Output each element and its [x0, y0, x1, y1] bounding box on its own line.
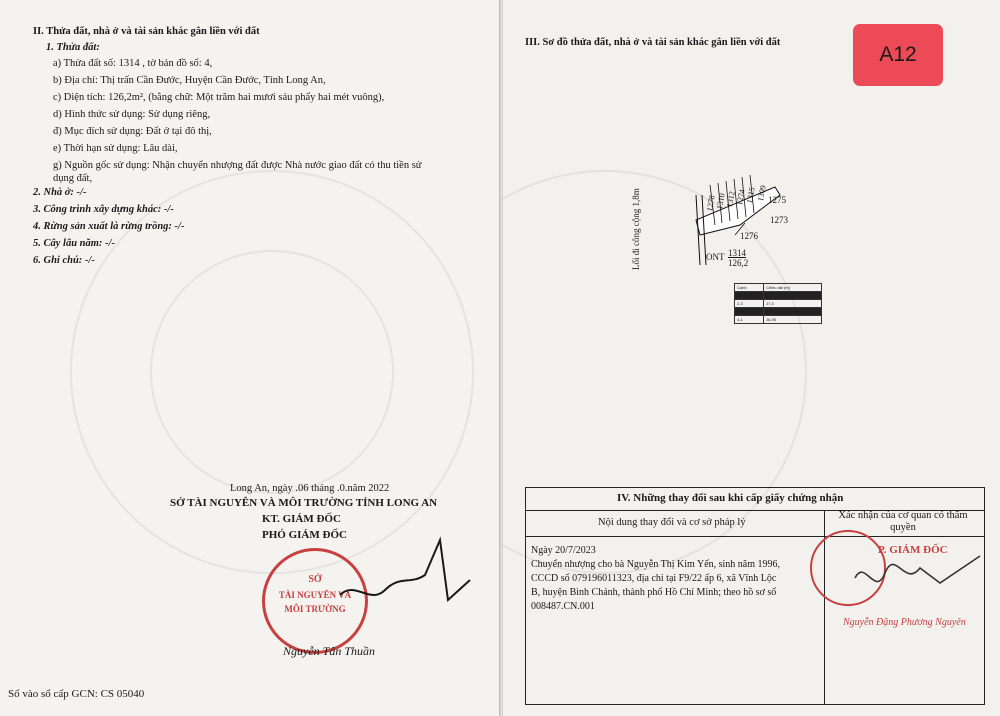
change-entry-line: Chuyển nhượng cho bà Nguyễn Thị Kim Yến, sinh năm 1996, [531, 559, 781, 570]
change-entry-line: B, huyện Bình Chánh, thành phố Hồ Chí Minh; theo hồ sơ số [531, 587, 777, 598]
section-title-iii: III. Sơ đồ thửa đất, nhà ở và tài sản khác gắn liền với đất [525, 37, 781, 48]
item-perennial: 5. Cây lâu năm: -/- [33, 238, 115, 249]
land-line: d) Hình thức sử dụng: Sử dụng riêng, [53, 109, 211, 120]
table-cell: 26,95 [764, 316, 822, 324]
road-label: Lối đi công cộng 1,8m [631, 188, 641, 270]
parcel-type-label: ONT [706, 252, 725, 262]
gcn-register-number: Số vào sổ cấp GCN: CS 05040 [8, 688, 145, 700]
stamp-text: SỞ [308, 574, 322, 585]
table-cell: 4,7 [764, 308, 822, 316]
parcel-number: 1276 [740, 231, 758, 241]
table-header: Cạnh [735, 284, 764, 292]
vertical-parcel-number: 1312 [724, 190, 737, 208]
item-construction: 3. Công trình xây dựng khác: -/- [33, 204, 174, 215]
stamp-text: TÀI NGUYÊN VÀ [278, 590, 352, 600]
table-cell: 4-1 [735, 316, 764, 324]
parcel-number: 1275 [768, 195, 786, 205]
signer-name: Nguyễn Tân Thuần [283, 644, 376, 658]
table-cell: 3-4 [735, 308, 764, 316]
kt-director: KT. GIÁM ĐỐC [262, 513, 341, 525]
changes-title: IV. Những thay đổi sau khi cấp giấy chứng nhận [617, 492, 844, 504]
parcel-number: 1273 [770, 215, 788, 225]
changes-col-content-header: Nội dung thay đổi và cơ sở pháp lý [598, 517, 746, 528]
land-line: a) Thửa đất số: 1314 , tờ bản đồ số: 4, [53, 58, 213, 69]
table-cell: 2-3 [735, 300, 764, 308]
table-header: Chiều dài (m) [764, 284, 822, 292]
table-rule [526, 536, 984, 537]
confirm-title: P. GIÁM ĐỐC [878, 544, 948, 556]
vertical-parcel-number: 1278 [704, 194, 717, 212]
vertical-parcel-number: 1315 [744, 186, 757, 204]
item-house: 2. Nhà ở: -/- [33, 187, 87, 198]
watermark-seal-inner [150, 250, 394, 494]
land-line: đ) Mục đích sử dụng: Đất ở tại đô thị, [53, 126, 212, 137]
land-line: b) Địa chỉ: Thị trấn Cần Đước, Huyện Cần Đước, Tỉnh Long An, [53, 75, 326, 86]
parcel-area-label: 126,2 [728, 258, 749, 268]
change-entry-line: 008487.CN.001 [531, 601, 595, 612]
deputy-director: PHÓ GIÁM ĐỐC [262, 529, 347, 541]
table-cell: 1-2 [735, 292, 764, 300]
section-title-ii: II. Thửa đất, nhà ở và tài sản khác gắn liền với đất [33, 26, 260, 37]
subsection-land-parcel: 1. Thửa đất: [46, 42, 100, 53]
table-cell: 4,75 [764, 292, 822, 300]
issuing-authority: SỞ TÀI NGUYÊN VÀ MÔI TRƯỜNG TỈNH LONG AN [170, 497, 438, 509]
boundary-length-table [734, 283, 822, 324]
confirm-signer-name: Nguyễn Đặng Phương Nguyên [843, 617, 966, 628]
confirmation-signature [850, 548, 990, 608]
changes-col-confirm-header: Xác nhận của cơ quan có thẩm quyền [838, 510, 968, 533]
land-line: g) Nguồn gốc sử dụng: Nhận chuyển nhượng đất được Nhà nước giao đất có thu tiền sử [53, 160, 422, 171]
signature [330, 520, 480, 620]
change-entry-line: CCCD số 079196011323, địa chỉ tại F9/22 ấp 6, xã Vĩnh Lộc [531, 573, 777, 584]
vertical-parcel-number: 1274 [734, 188, 747, 206]
parcel-id-label: 1314 [728, 248, 746, 258]
land-line: dụng đất, [53, 173, 93, 184]
vertical-parcel-number: 1310 [714, 192, 727, 210]
change-entry-line: Ngày 20/7/2023 [531, 545, 596, 556]
item-forest: 4. Rừng sản xuất là rừng trồng: -/- [33, 221, 185, 232]
stamp-text: MÔI TRƯỜNG [284, 604, 346, 614]
vertical-parcel-number: 1309 [755, 184, 768, 202]
land-line: e) Thời hạn sử dụng: Lâu dài, [53, 143, 178, 154]
item-note: 6. Ghi chú: -/- [33, 255, 95, 266]
table-cell: 27,0 [764, 300, 822, 308]
document-label-badge: A12 [853, 24, 943, 86]
issue-date: Long An, ngày .06 tháng .0.năm 2022 [230, 483, 390, 494]
land-line: c) Diện tích: 126,2m², (bằng chữ: Một trăm hai mươi sáu phẩy hai mét vuông), [53, 92, 385, 103]
